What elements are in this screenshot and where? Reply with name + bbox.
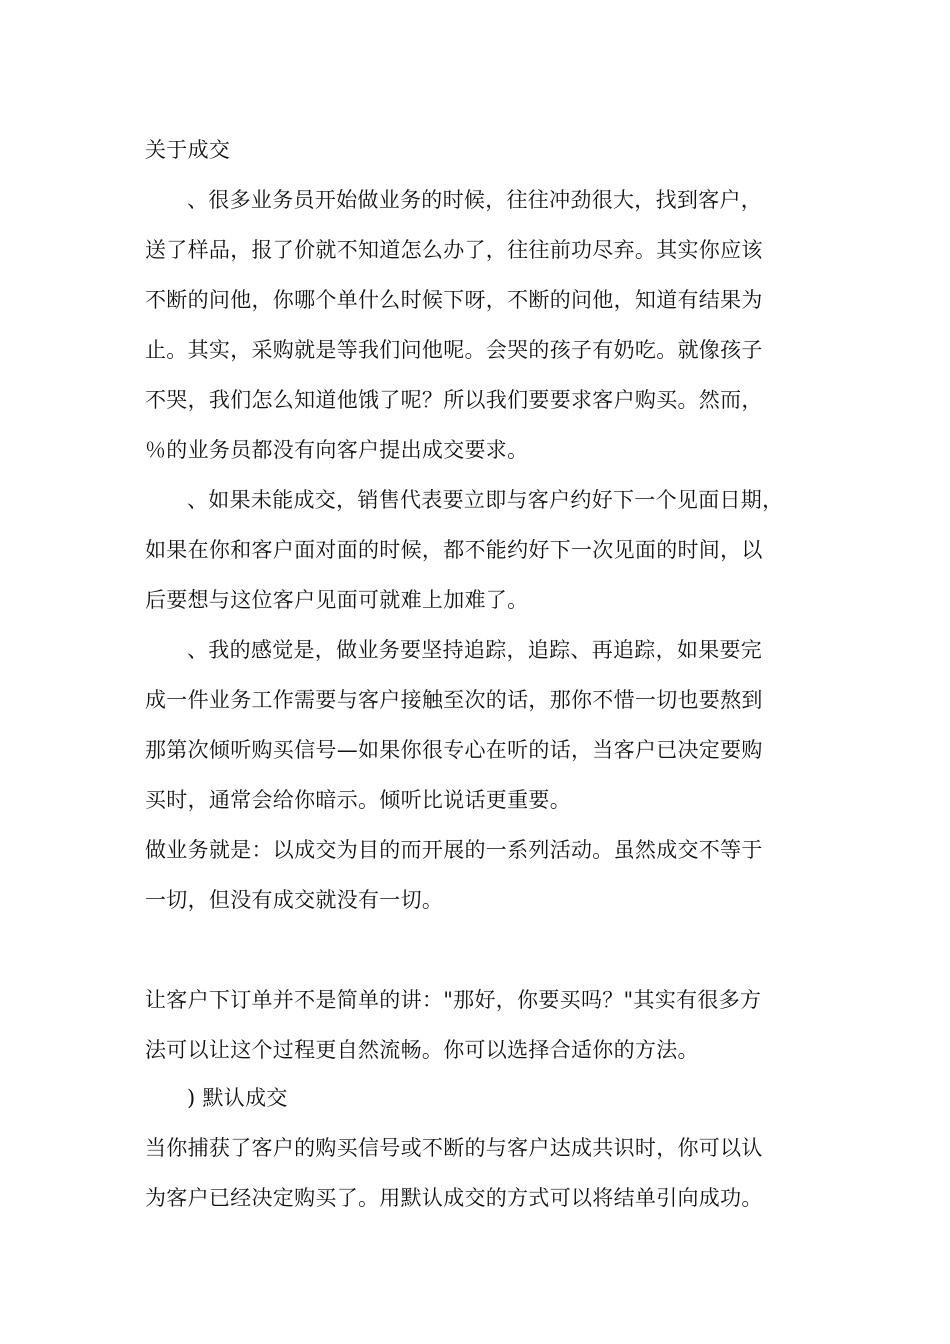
paragraph-line: 做业务就是：以成交为目的而开展的一系列活动。虽然成交不等于	[145, 838, 763, 862]
paragraph-line: 后要想与这位客户见面可就难上加难了。	[145, 588, 529, 612]
paragraph-line: ％的业务员都没有向客户提出成交要求。	[145, 438, 529, 462]
paragraph-line: 为客户已经决定购买了。用默认成交的方式可以将结单引向成功。	[145, 1186, 763, 1210]
paragraph-line: 那第次倾听购买信号—如果你很专心在听的话，当客户已决定要购	[145, 738, 763, 762]
paragraph-line: 成一件业务工作需要与客户接触至次的话，那你不惜一切也要熬到	[145, 688, 763, 712]
paragraph-line: 、我的感觉是，做业务要坚持追踪，追踪、再追踪，如果要完	[187, 638, 763, 662]
paragraph-line: 买时，通常会给你暗示。倾听比说话更重要。	[145, 788, 571, 812]
paragraph-line: 让客户下订单并不是简单的讲："那好，你要买吗？"其实有很多方	[145, 988, 762, 1012]
paragraph-line: 如果在你和客户面对面的时候，都不能约好下一次见面的时间，以	[145, 538, 763, 562]
document-title: 关于成交	[145, 138, 231, 162]
paragraph-line: 、很多业务员开始做业务的时候，往往冲劲很大，找到客户，	[187, 188, 763, 212]
paragraph-line: 不断的问他，你哪个单什么时候下呀，不断的问他，知道有结果为	[145, 288, 763, 312]
paragraph-line: 一切，但没有成交就没有一切。	[145, 888, 444, 912]
section-heading: ) 默认成交	[187, 1086, 288, 1110]
paragraph-line: 止。其实，采购就是等我们问他呢。会哭的孩子有奶吃。就像孩子	[145, 338, 763, 362]
paragraph-line: 不哭，我们怎么知道他饿了呢？所以我们要要求客户购买。然而，	[145, 388, 763, 412]
paragraph-line: 法可以让这个过程更自然流畅。你可以选择合适你的方法。	[145, 1038, 699, 1062]
paragraph-line: 当你捕获了客户的购买信号或不断的与客户达成共识时，你可以认	[145, 1136, 763, 1160]
paragraph-line: 送了样品，报了价就不知道怎么办了，往往前功尽弃。其实你应该	[145, 238, 763, 262]
paragraph-line: 、如果未能成交，销售代表要立即与客户约好下一个见面日期，	[187, 488, 784, 512]
